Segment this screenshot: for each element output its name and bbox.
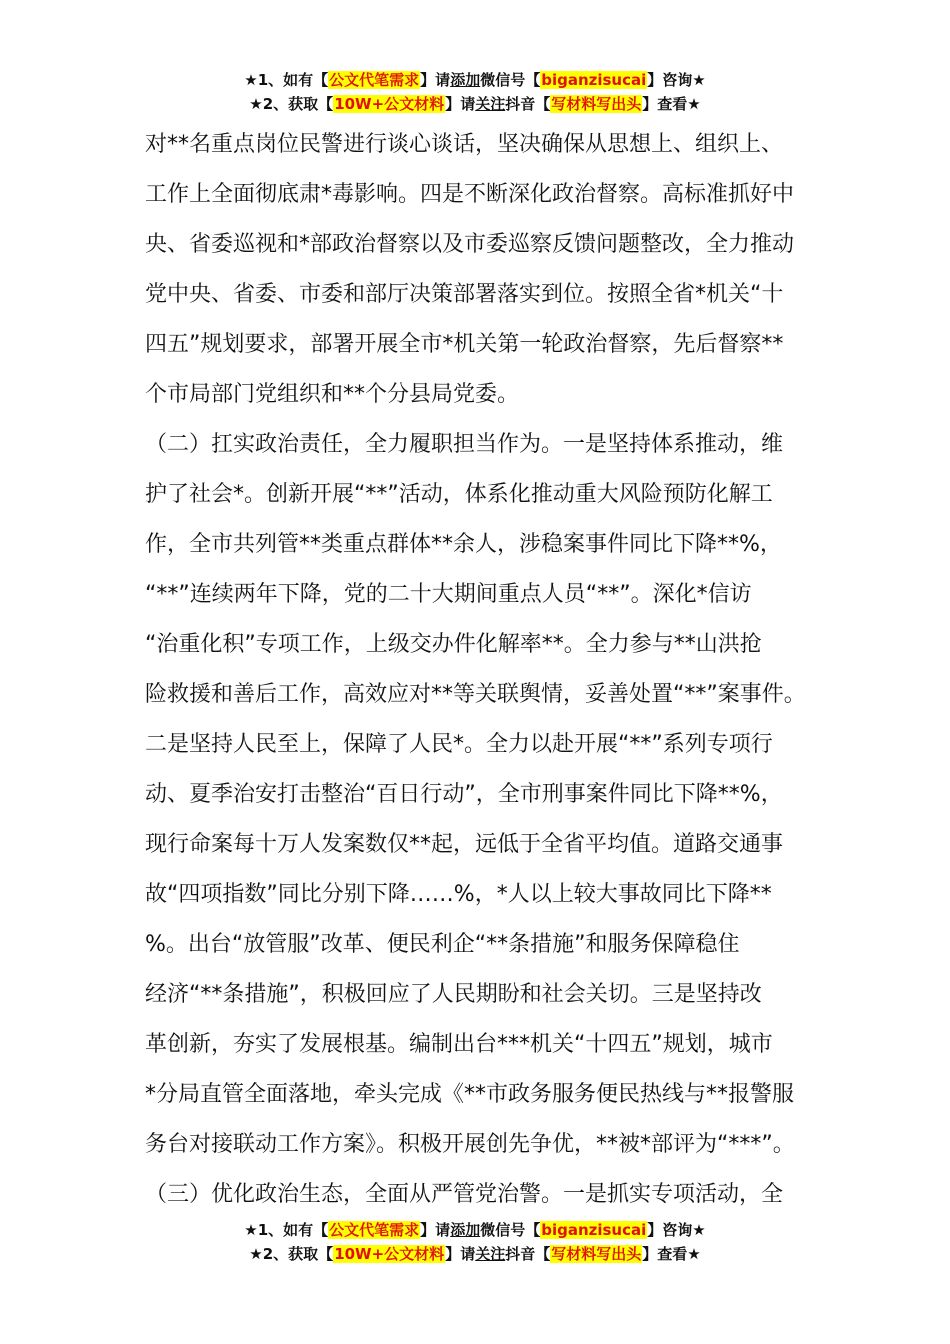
banner-text: 】请	[420, 1221, 451, 1239]
body-line: （三）优化政治生态，全面从严管党治警。一是抓实专项活动，全	[145, 1182, 784, 1207]
banner-text: 】请	[420, 71, 451, 89]
body-line: 央、省委巡视和*部政治督察以及市委巡察反馈问题整改，全力推动	[145, 232, 795, 257]
underlined-follow: 关注	[475, 1245, 506, 1263]
banner-text: 】咨询★	[647, 71, 706, 89]
body-line: *分局直管全面落地，牵头完成《**市政务服务便民热线与**报警服	[145, 1082, 795, 1107]
body-line: 工作上全面彻底肃*毒影响。四是不断深化政治督察。高标准抓好中	[145, 182, 795, 207]
highlight-materials: 10W+公文材料	[334, 95, 445, 113]
body-line: 经济“**条措施”，积极回应了人民期盼和社会关切。三是坚持改	[145, 982, 762, 1007]
highlight-ghostwriting: 公文代笔需求	[329, 71, 420, 89]
banner-text: 抖音【	[505, 1245, 551, 1263]
underlined-follow: 关注	[475, 95, 506, 113]
body-line: 动、夏季治安打击整治“百日行动”，全市刑事案件同比下降**%，	[145, 782, 783, 807]
banner-text: ★2、获取【	[249, 95, 334, 113]
banner-text: 微信号【	[480, 71, 541, 89]
banner-line-1	[0, 1218, 950, 1242]
body-line: 现行命案每十万人发案数仅**起，远低于全省平均值。道路交通事	[145, 832, 784, 857]
body-line: 二是坚持人民至上，保障了人民*。全力以赴开展“**”系列专项行	[145, 732, 773, 757]
body-line: 个市局部门党组织和**个分县局党委。	[145, 382, 520, 407]
document-body	[145, 120, 825, 1220]
highlight-douyin: 写材料写出头	[551, 95, 642, 113]
banner-text: 】咨询★	[647, 1221, 706, 1239]
banner-text: 抖音【	[505, 95, 551, 113]
body-line: 故“四项指数”同比分别下降……%，*人以上较大事故同比下降**	[145, 882, 772, 907]
banner-text: 】查看★	[642, 95, 701, 113]
banner-line-2	[0, 92, 950, 116]
highlight-materials: 10W+公文材料	[334, 1245, 445, 1263]
banner-text: ★2、获取【	[249, 1245, 334, 1263]
underlined-add: 添加	[450, 71, 481, 89]
body-line: “**”连续两年下降，党的二十大期间重点人员“**”。深化*信访	[145, 582, 752, 607]
body-line: 护了社会*。创新开展“**”活动，体系化推动重大风险预防化解工	[145, 482, 773, 507]
body-line: 务台对接联动工作方案》。积极开展创先争优，**被*部评为“***”。	[145, 1132, 795, 1157]
body-line: 险救援和善后工作，高效应对**等关联舆情，妥善处置“**”案事件。	[145, 682, 806, 707]
underlined-add: 添加	[450, 1221, 481, 1239]
body-line: 党中央、省委、市委和部厅决策部署落实到位。按照全省*机关“十	[145, 282, 784, 307]
header-banner	[0, 68, 950, 116]
highlight-wechat-id: biganzisucai	[541, 71, 647, 89]
body-line: 对**名重点岗位民警进行谈心谈话，坚决确保从思想上、组织上、	[145, 132, 784, 157]
body-line: 革创新，夯实了发展根基。编制出台***机关“十四五”规划，城市	[145, 1032, 773, 1057]
body-line: “治重化积”专项工作，上级交办件化解率**。全力参与**山洪抢	[145, 632, 762, 657]
banner-text: ★1、如有【	[244, 1221, 329, 1239]
banner-text: 】请	[445, 95, 476, 113]
banner-text: 】查看★	[642, 1245, 701, 1263]
banner-text: ★1、如有【	[244, 71, 329, 89]
banner-text: 微信号【	[480, 1221, 541, 1239]
banner-line-2	[0, 1242, 950, 1266]
body-line: %。出台“放管服”改革、便民利企“**条措施”和服务保障稳住	[145, 932, 740, 957]
footer-banner	[0, 1218, 950, 1266]
body-line: 四五”规划要求，部署开展全市*机关第一轮政治督察，先后督察**	[145, 332, 784, 357]
banner-text: 】请	[445, 1245, 476, 1263]
body-line: 作，全市共列管**类重点群体**余人，涉稳案事件同比下降**%，	[145, 532, 782, 557]
highlight-wechat-id: biganzisucai	[541, 1221, 647, 1239]
highlight-ghostwriting: 公文代笔需求	[329, 1221, 420, 1239]
banner-line-1	[0, 68, 950, 92]
highlight-douyin: 写材料写出头	[551, 1245, 642, 1263]
body-line: （二）扛实政治责任，全力履职担当作为。一是坚持体系推动，维	[145, 432, 784, 457]
